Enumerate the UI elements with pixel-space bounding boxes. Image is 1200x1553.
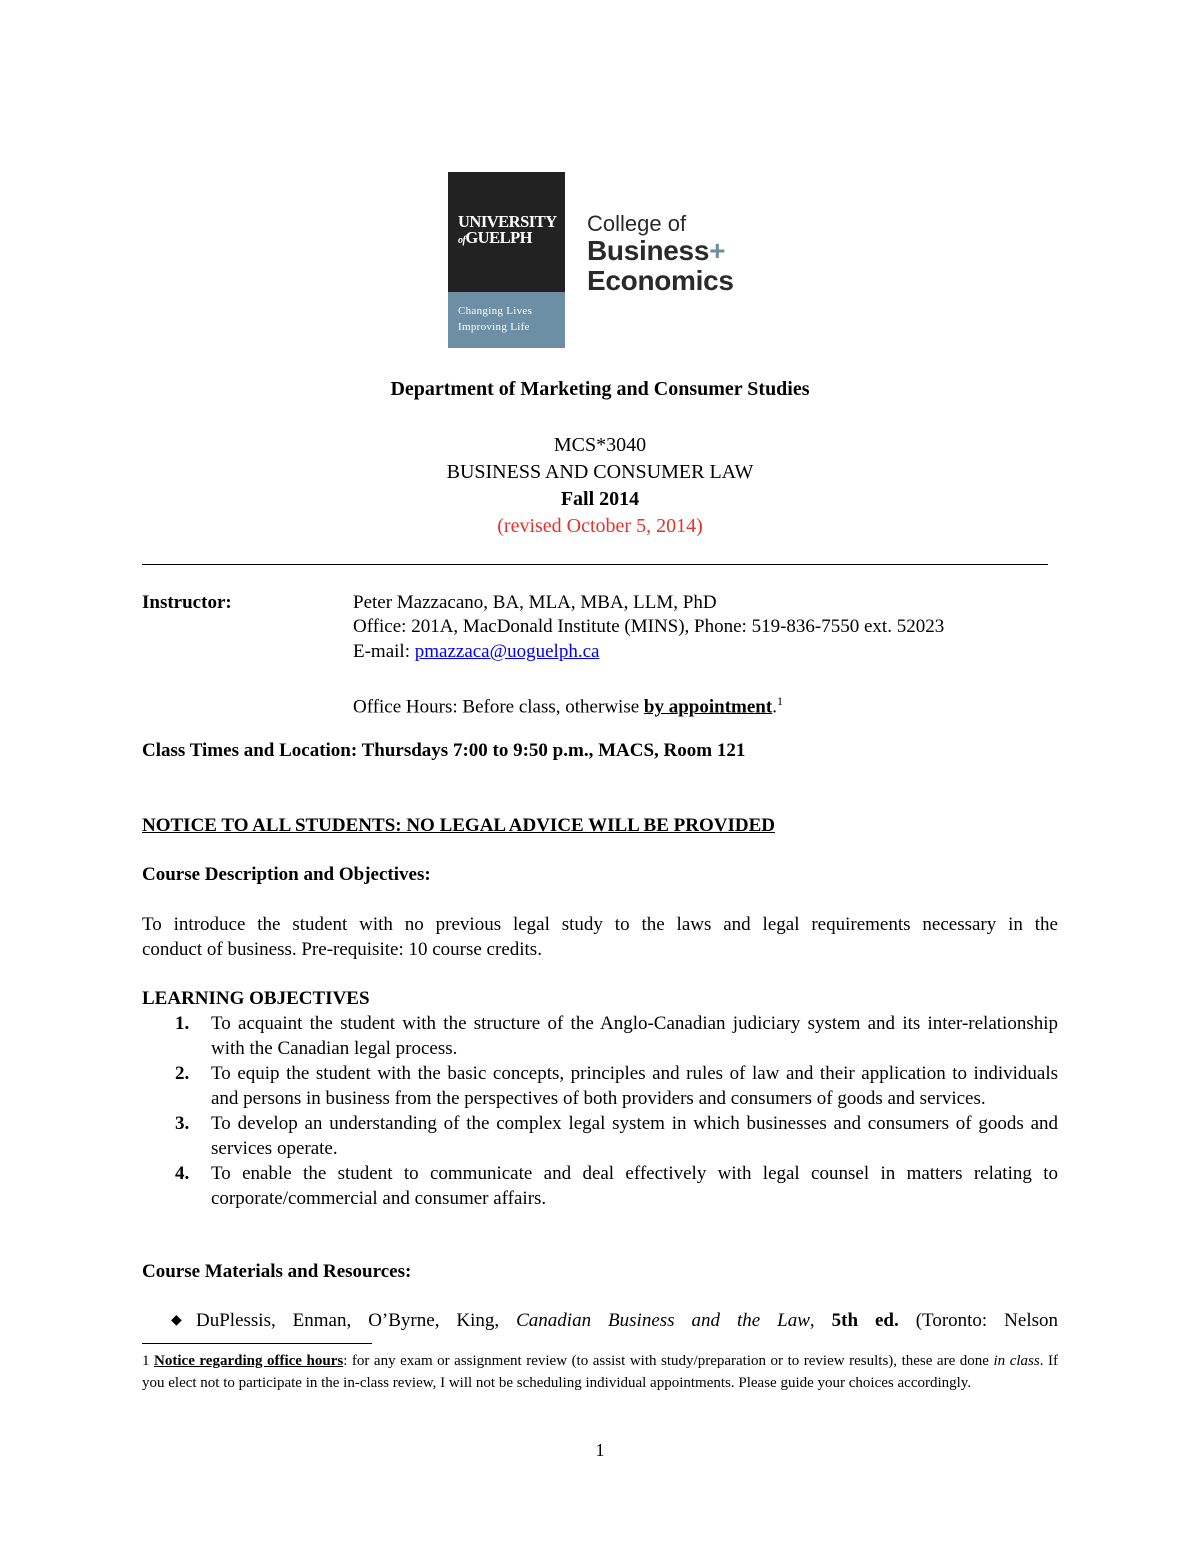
- footnote-divider: [142, 1343, 372, 1344]
- logo-tagline: Changing Lives Improving Life: [458, 305, 533, 333]
- university-logo: [448, 172, 758, 348]
- instructor-name: Peter Mazzacano, BA, MLA, MBA, LLM, PhD: [353, 592, 717, 613]
- page-number: 1: [595, 1440, 605, 1460]
- course-description: To introduce the student with no previous legal study to the laws and legal requirements necessary in the conduct of business. Pre-requisite: 10 course credits.: [142, 914, 1058, 960]
- logo-college-name: College of Business+ Economics: [587, 211, 734, 296]
- email-link[interactable]: pmazzaca@uoguelph.ca: [414, 641, 600, 662]
- footnote: 1 Notice regarding office hours: for any exam or assignment review (to assist with study/preparation or to review results), these are done in class. If you elect not to participate in the in-class review, I will not be scheduling individual appointments. Please guide your choices accordingly.: [142, 1353, 1058, 1391]
- header-divider: [142, 564, 1048, 565]
- learning-objectives-list: [142, 1011, 1058, 1211]
- diamond-bullet-icon: ◆: [171, 1313, 182, 1328]
- course-title: BUSINESS AND CONSUMER LAW: [446, 461, 754, 483]
- list-item: 4. To enable the student to communicate and deal effectively with legal counsel in matters relating to corporate/commercial and consumer affairs.: [175, 1163, 1058, 1209]
- course-code: MCS*3040: [553, 434, 647, 456]
- list-item: 1. To acquaint the student with the structure of the Anglo-Canadian judiciary system and its inter-relationship with the Canadian legal process.: [175, 1013, 1058, 1059]
- logo-university-wordmark: UNIVERSITY ofGUELPH: [458, 212, 557, 247]
- course-materials-heading: Course Materials and Resources:: [142, 1261, 412, 1282]
- learning-objectives-heading: LEARNING OBJECTIVES: [142, 988, 370, 1009]
- instructor-label: Instructor:: [142, 592, 232, 613]
- list-item: 2. To equip the student with the basic concepts, principles and rules of law and their application to individuals and persons in business from the perspectives of both providers and consumers of goods and services.: [175, 1063, 1058, 1109]
- office-hours: Office Hours: Before class, otherwise by appointment.$^1$: [353, 694, 783, 718]
- instructor-office: Office: 201A, MacDonald Institute (MINS), Phone: 519-836-7550 ext. 52023: [353, 616, 945, 637]
- department-heading: Department of Marketing and Consumer Studies: [390, 378, 810, 400]
- course-description-heading: Course Description and Objectives:: [142, 864, 431, 885]
- notice: NOTICE TO ALL STUDENTS: NO LEGAL ADVICE WILL BE PROVIDED: [142, 815, 775, 836]
- term: Fall 2014: [560, 488, 640, 510]
- list-item: 3. To develop an understanding of the complex legal system in which businesses and consumers of goods and services operate.: [175, 1113, 1058, 1159]
- footnote-reference: 1: [776, 694, 783, 708]
- class-times: Class Times and Location: Thursdays 7:00 to 9:50 p.m., MACS, Room 121: [142, 740, 746, 761]
- instructor-email-line: E-mail: pmazzaca@uoguelph.ca: [353, 641, 600, 662]
- revised-date: (revised October 5, 2014): [497, 515, 703, 537]
